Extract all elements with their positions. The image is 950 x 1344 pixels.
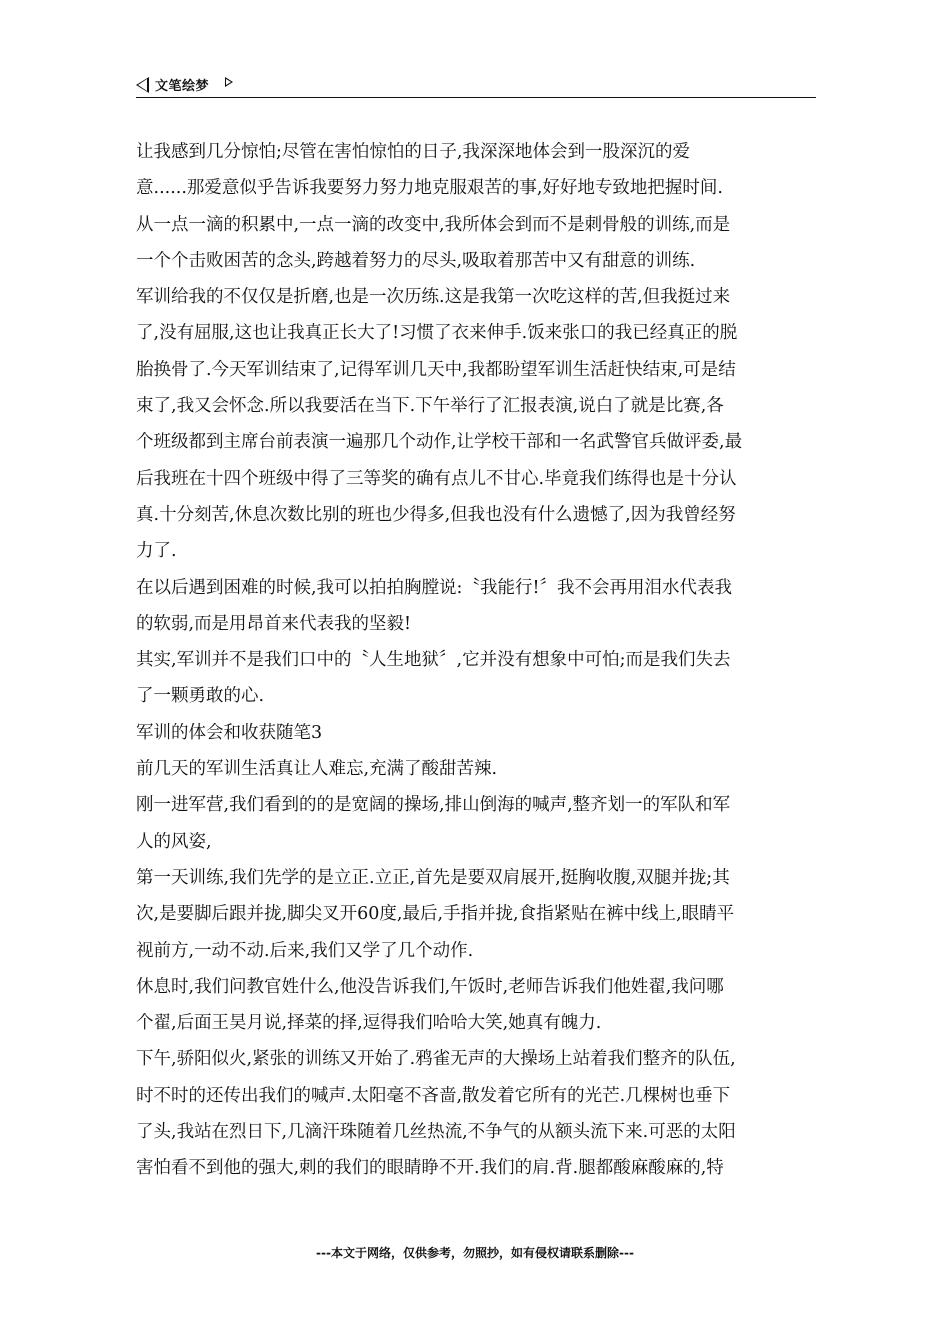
footer-disclaimer: ---本文于网络，仅供参考，勿照抄，如有侵权请联系删除--- xyxy=(316,1246,634,1260)
body-line: 次,是要脚后跟并拢,脚尖叉开60度,最后,手指并拢,食指紧贴在裤中线上,眼睛平 xyxy=(136,904,735,925)
body-line: 刚一进军营,我们看到的的是宽阔的操场,排山倒海的喊声,整齐划一的军队和军 xyxy=(136,795,731,816)
body-line: 时不时的还传出我们的喊声.太阳毫不吝啬,散发着它所有的光芒.几棵树也垂下 xyxy=(136,1085,731,1106)
triangle-left-icon xyxy=(136,77,149,93)
body-line: 军训给我的不仅仅是折磨,也是一次历练.这是我第一次吃这样的苦,但我挺过来 xyxy=(136,287,731,308)
body-line: 让我感到几分惊怕;尽管在害怕惊怕的日子,我深深地体会到一股深沉的爱 xyxy=(136,142,690,162)
header-divider xyxy=(136,97,816,98)
body-line: 人的风姿, xyxy=(136,831,212,852)
body-line: 个翟,后面王昊月说,择菜的择,逗得我们哈哈大笑,她真有魄力. xyxy=(136,1013,602,1034)
body-line: 了一颗勇敢的心. xyxy=(136,686,265,707)
body-line: 的软弱,而是用昂首来代表我的坚毅! xyxy=(136,613,412,634)
body-line: 了头,我站在烈日下,几滴汗珠随着几丝热流,不争气的从额头流下来.可恶的太阳 xyxy=(136,1122,736,1143)
body-line: 意......那爱意似乎告诉我要努力努力地克服艰苦的事,好好地专致地把握时间. xyxy=(136,178,723,199)
body-line: 一个个击败困苦的念头,跨越着努力的尽头,吸取着那苦中又有甜意的训练. xyxy=(136,250,696,271)
body-line: 休息时,我们问教官姓什么,他没告诉我们,午饭时,老师告诉我们他姓翟,我问哪 xyxy=(136,976,724,997)
body-line: 了,没有屈服,这也让我真正长大了!习惯了衣来伸手.饭来张口的我已经真正的脱 xyxy=(136,323,738,344)
body-line: 害怕看不到他的强大,刺的我们的眼睛睁不开.我们的肩.背.腿都酸麻酸麻的,特 xyxy=(136,1158,724,1179)
body-line: 胎换骨了.今天军训结束了,记得军训几天中,我都盼望军训生活赶快结束,可是结 xyxy=(136,359,736,380)
triangle-right-icon xyxy=(225,77,233,87)
body-line: 视前方,一动不动.后来,我们又学了几个动作. xyxy=(136,940,474,961)
body-line: 真.十分刻苦,休息次数比别的班也少得多,但我也没有什么遗憾了,因为我曾经努 xyxy=(136,504,736,525)
body-line: 第一天训练,我们先学的是立正.立正,首先是要双肩展开,挺胸收腹,双腿并拢;其 xyxy=(136,867,730,888)
body-line: 束了,我又会怀念.所以我要活在当下.下午举行了汇报表演,说白了就是比赛,各 xyxy=(136,396,724,417)
body-line: 其实,军训并不是我们口中的〝人生地狱〞,它并没有想象中可怕;而是我们失去 xyxy=(136,650,731,671)
section-heading: 军训的体会和收获随笔3 xyxy=(136,722,323,743)
page-header xyxy=(136,73,816,97)
body-line: 前几天的军训生活真让人难忘,充满了酸甜苦辣. xyxy=(136,759,498,780)
body-line: 力了. xyxy=(136,541,177,562)
body-line: 在以后遇到困难的时候,我可以拍拍胸膛说:〝我能行!〞我不会再用泪水代表我 xyxy=(136,577,732,598)
body-line: 后我班在十四个班级中得了三等奖的确有点儿不甘心.毕竟我们练得也是十分认 xyxy=(136,468,737,489)
body-line: 从一点一滴的积累中,一点一滴的改变中,我所体会到而不是刺骨般的训练,而是 xyxy=(136,214,731,235)
body-line: 下午,骄阳似火,紧张的训练又开始了.鸦雀无声的大操场上站着我们整齐的队伍, xyxy=(136,1049,736,1070)
body-line: 个班级都到主席台前表演一遍那几个动作,让学校干部和一名武警官兵做评委,最 xyxy=(136,432,743,453)
document-body xyxy=(136,134,816,1187)
header-title: 文笔绘梦 xyxy=(155,79,210,94)
